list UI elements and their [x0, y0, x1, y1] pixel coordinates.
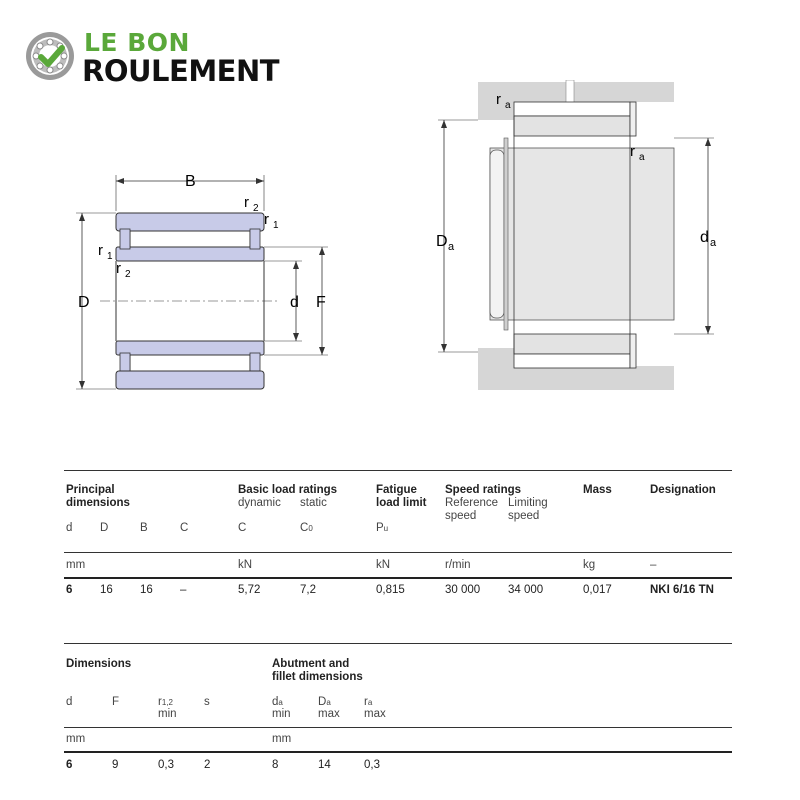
row-fatigue: 0,815 — [376, 584, 405, 596]
row2-s: 2 — [204, 759, 211, 771]
label-D: D — [78, 294, 90, 311]
row2-r12: 0,3 — [158, 759, 174, 771]
row-static: 7,2 — [300, 584, 316, 596]
sym-d: d — [66, 522, 73, 534]
svg-text:1: 1 — [107, 251, 113, 262]
hdr-fatigue: Fatigue — [376, 484, 417, 496]
hdr-mass: Mass — [583, 484, 612, 496]
label-d: d — [290, 294, 299, 311]
sym2-ra: ra — [364, 696, 373, 708]
svg-text:2: 2 — [125, 269, 131, 280]
hdr-principal: Principal — [66, 484, 115, 496]
unit-kN: kN — [238, 559, 253, 571]
hdr-fillet: fillet dimensions — [272, 671, 363, 683]
hdr-limiting: Limiting — [508, 497, 548, 509]
bearing-data-table: Principal dimensions Basic load ratings dynamic static Fatigue load limit Speed ratings Reference speed Limiting speed Mass Designation d D B C C C0 Pu mm kN kN r/min kg – 6 16 16 – 5,72 7,2 0,815 30 000 34 000 0,017 NKI 6/16 TN — [0, 0, 800, 800]
row-reference: 30 000 — [445, 584, 481, 596]
sym-C-dyn: C — [238, 522, 247, 534]
sym-B: B — [140, 522, 148, 534]
hdr-dimensions-2: Dimensions — [66, 658, 132, 670]
logo-line2: ROULEMENT — [82, 54, 280, 88]
row-dynamic: 5,72 — [238, 584, 261, 596]
label-r1-left: r — [98, 242, 103, 259]
label-r2-top: r — [244, 194, 249, 211]
sym2-d: d — [66, 696, 73, 708]
unit2-mm-2: mm — [272, 733, 292, 745]
row2-F: 9 — [112, 759, 119, 771]
sym-C0: C0 — [300, 522, 313, 534]
label-B: B — [185, 173, 196, 190]
sym2-F: F — [112, 696, 120, 708]
sym-D: D — [100, 522, 109, 534]
sym2-s: s — [204, 696, 210, 708]
unit-kN-2: kN — [376, 559, 391, 571]
svg-text:2: 2 — [253, 203, 259, 214]
row-limiting: 34 000 — [508, 584, 544, 596]
svg-text:a: a — [639, 152, 645, 163]
row2-Da: 14 — [318, 759, 331, 771]
unit-mm: mm — [66, 559, 86, 571]
hdr-static: static — [300, 497, 327, 509]
label-ra-top: r — [496, 91, 501, 108]
hdr-basic-load: Basic load ratings — [238, 484, 338, 496]
hdr-reference: Reference — [445, 497, 499, 509]
label-r2-left: r — [116, 260, 121, 277]
row-designation: NKI 6/16 TN — [650, 584, 714, 596]
label-da: d — [700, 229, 709, 246]
svg-text:a: a — [448, 241, 455, 253]
svg-text:a: a — [710, 237, 717, 249]
row-d: 6 — [66, 584, 73, 596]
hdr-load-limit: load limit — [376, 497, 427, 509]
sym-C: C — [180, 522, 189, 534]
unit-dash: – — [650, 559, 657, 571]
row-D: 16 — [100, 584, 113, 596]
svg-text:1: 1 — [273, 220, 279, 231]
row-B: 16 — [140, 584, 153, 596]
label-ra-right: r — [630, 143, 635, 160]
hdr-abutment: Abutment and — [272, 658, 350, 670]
row2-da: 8 — [272, 759, 279, 771]
sym2-Da: Da — [318, 696, 331, 708]
row-C: – — [180, 584, 187, 596]
sym-Pu: Pu — [376, 522, 389, 534]
unit2-mm: mm — [66, 733, 86, 745]
row2-ra: 0,3 — [364, 759, 380, 771]
hdr-dynamic: dynamic — [238, 497, 281, 509]
unit-rmin: r/min — [445, 559, 471, 571]
label-r1-top: r — [264, 211, 269, 228]
logo-line1: LE BON — [84, 28, 190, 57]
row2-d: 6 — [66, 759, 73, 771]
row-mass: 0,017 — [583, 584, 612, 596]
hdr-designation: Designation — [650, 484, 716, 496]
sym2-r12: r1,2 — [158, 696, 173, 708]
svg-text:a: a — [505, 100, 511, 111]
label-F: F — [316, 294, 326, 311]
abutment-table: Dimensions Abutment and fillet dimensions d F r1,2 min s da min Da max ra max mm mm 6 9 0,3 2 8 14 0,3 — [0, 0, 800, 800]
hdr-dimensions: dimensions — [66, 497, 130, 509]
hdr-speed: Speed ratings — [445, 484, 522, 496]
sym2-da: da — [272, 696, 283, 708]
label-Da: D — [436, 233, 448, 250]
unit-kg: kg — [583, 559, 596, 571]
